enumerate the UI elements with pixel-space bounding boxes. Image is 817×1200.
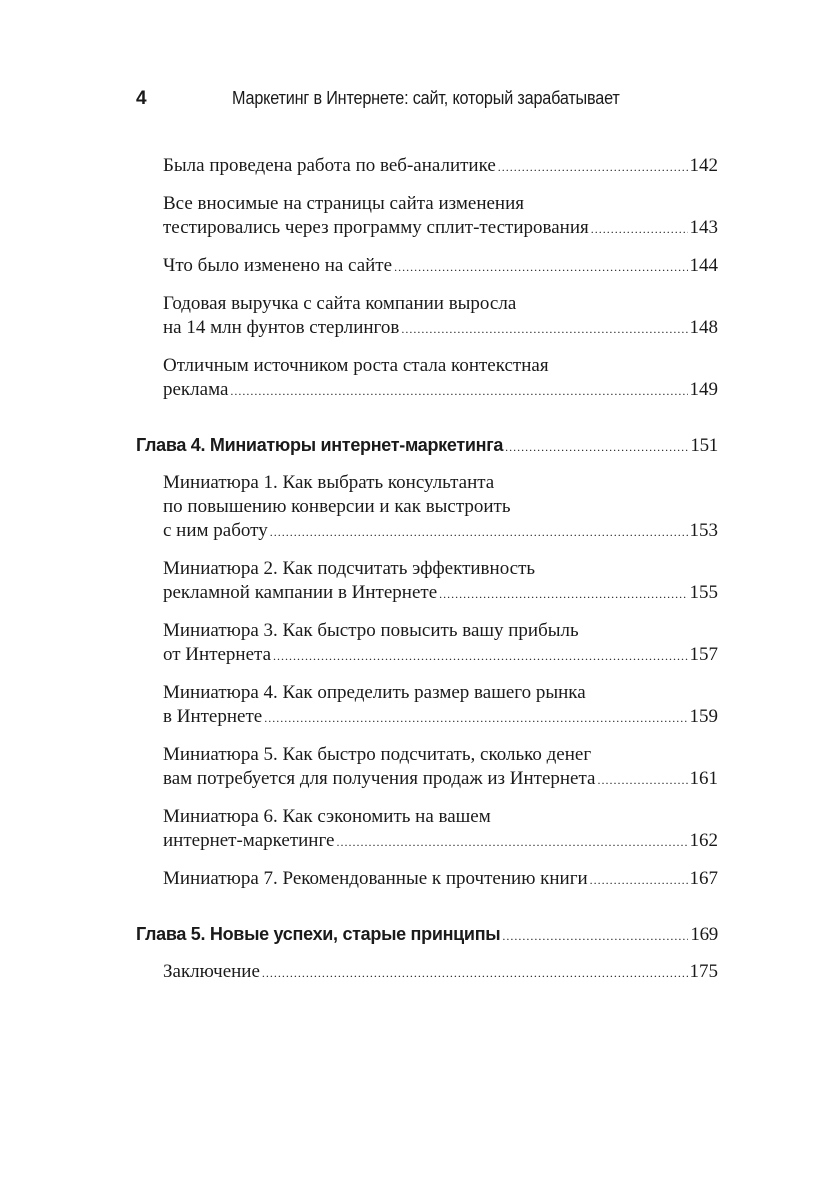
toc-entry-line [163, 378, 718, 403]
page-header [136, 88, 718, 118]
toc-entry-text: Миниатюра 4. Как определить размер вашего рынка [163, 682, 586, 703]
toc-entry [136, 619, 718, 668]
toc-chapter-entry [136, 433, 718, 459]
dot-leader [498, 155, 688, 179]
toc-entry-text: Миниатюра 6. Как сэкономить на вашем [163, 806, 491, 827]
toc-entry-line [163, 254, 718, 279]
toc-entry-line [163, 867, 718, 892]
toc-entry-text: по повышению конверсии и как выстроить [163, 496, 511, 517]
dot-leader [597, 768, 687, 792]
toc-page-number: 143 [689, 217, 718, 238]
toc-entry-line [163, 557, 718, 581]
toc-page-number: 159 [689, 706, 718, 727]
dot-leader [439, 582, 687, 606]
toc-entry-line [163, 354, 718, 378]
toc-entry [136, 254, 718, 279]
toc-entry [136, 192, 718, 241]
toc-entry-line [163, 960, 718, 985]
toc-entry-text: в Интернете [163, 706, 263, 727]
toc-entry [136, 154, 718, 179]
toc-entry-line [163, 743, 718, 767]
toc-page-number: 151 [690, 435, 718, 456]
toc-page-number: 153 [689, 520, 718, 541]
toc-page-number: 155 [689, 582, 718, 603]
toc-page-number: 149 [689, 379, 718, 400]
toc-page-number: 175 [689, 961, 718, 982]
dot-leader [505, 435, 688, 459]
toc-entry-text: Годовая выручка с сайта компании выросла [163, 293, 517, 314]
running-title: Маркетинг в Интернете: сайт, который зарабатывает [232, 88, 620, 108]
toc-entry-text: Миниатюра 7. Рекомендованные к прочтению книги [163, 868, 588, 889]
toc-page-number: 169 [690, 924, 718, 945]
toc-page-number: 162 [689, 830, 718, 851]
dot-leader [502, 924, 688, 948]
toc-entry [136, 960, 718, 985]
toc-page-number: 167 [689, 868, 718, 889]
toc-entry [136, 743, 718, 792]
toc-entry-line [163, 829, 718, 854]
toc-entry-text: Миниатюра 1. Как выбрать консультанта [163, 472, 495, 493]
toc-entry-text: Глава 5. Новые успехи, старые принципы [136, 924, 501, 944]
toc-entry-line [163, 495, 718, 519]
toc-page-number: 142 [689, 155, 718, 176]
toc-entry-text: Была проведена работа по веб-аналитике [163, 155, 496, 176]
toc-entry-line [163, 767, 718, 792]
toc-entry-line [163, 519, 718, 544]
page-number: 4 [136, 88, 147, 109]
toc-entry-text: Миниатюра 3. Как быстро повысить вашу прибыль [163, 620, 579, 641]
toc-entry-text: вам потребуется для получения продаж из Интернета [163, 768, 596, 789]
toc-entry [136, 557, 718, 606]
toc-entry-line [163, 581, 718, 606]
dot-leader [590, 868, 688, 892]
toc-entry-line [163, 705, 718, 730]
toc-entry-line [163, 643, 718, 668]
dot-leader [270, 520, 688, 544]
toc-entry-line [163, 681, 718, 705]
toc-entry-text: с ним работу [163, 520, 268, 541]
toc-entry [136, 867, 718, 892]
toc-entry-line [163, 316, 718, 341]
dot-leader [591, 217, 688, 241]
toc-entry-line [136, 433, 718, 459]
toc-entry-text: Отличным источником роста стала контекстная [163, 355, 549, 376]
toc-entry-text: интернет-маркетинге [163, 830, 335, 851]
toc-entry-text: Все вносимые на страницы сайта изменения [163, 193, 524, 214]
toc-entry-line [163, 619, 718, 643]
toc-entry-line [163, 216, 718, 241]
toc-entry-text: тестировались через программу сплит-тестирования [163, 217, 589, 238]
toc-entry-line [163, 471, 718, 495]
dot-leader [401, 317, 687, 341]
toc-entry-text: Что было изменено на сайте [163, 255, 393, 276]
toc-entry-line [163, 805, 718, 829]
toc-entry [136, 805, 718, 854]
toc-entry-text: рекламной кампании в Интернете [163, 582, 438, 603]
toc-entry-text: Заключение [163, 961, 260, 982]
toc-entry [136, 354, 718, 403]
toc-entry-line [136, 922, 718, 948]
toc-entry-text: Миниатюра 5. Как быстро подсчитать, сколько денег [163, 744, 592, 765]
toc-entry-text: Глава 4. Миниатюры интернет-маркетинга [136, 435, 504, 455]
dot-leader [262, 961, 688, 985]
toc-chapter-entry [136, 922, 718, 948]
dot-leader [394, 255, 687, 279]
toc-entry-line [163, 154, 718, 179]
toc-page-number: 161 [689, 768, 718, 789]
dot-leader [264, 706, 687, 730]
toc-entry [136, 681, 718, 730]
toc-entry [136, 471, 718, 544]
dot-leader [336, 830, 687, 854]
toc-entry-text: от Интернета [163, 644, 271, 665]
toc-page-number: 148 [689, 317, 718, 338]
toc-entry [136, 292, 718, 341]
toc-entry-line [163, 292, 718, 316]
toc-entry-text: реклама [163, 379, 229, 400]
toc-entry-text: Миниатюра 2. Как подсчитать эффективность [163, 558, 536, 579]
table-of-contents [136, 154, 718, 985]
toc-page-number: 144 [689, 255, 718, 276]
dot-leader [273, 644, 688, 668]
dot-leader [230, 379, 687, 403]
toc-page-number: 157 [689, 644, 718, 665]
toc-entry-text: на 14 млн фунтов стерлингов [163, 317, 400, 338]
toc-entry-line [163, 192, 718, 216]
